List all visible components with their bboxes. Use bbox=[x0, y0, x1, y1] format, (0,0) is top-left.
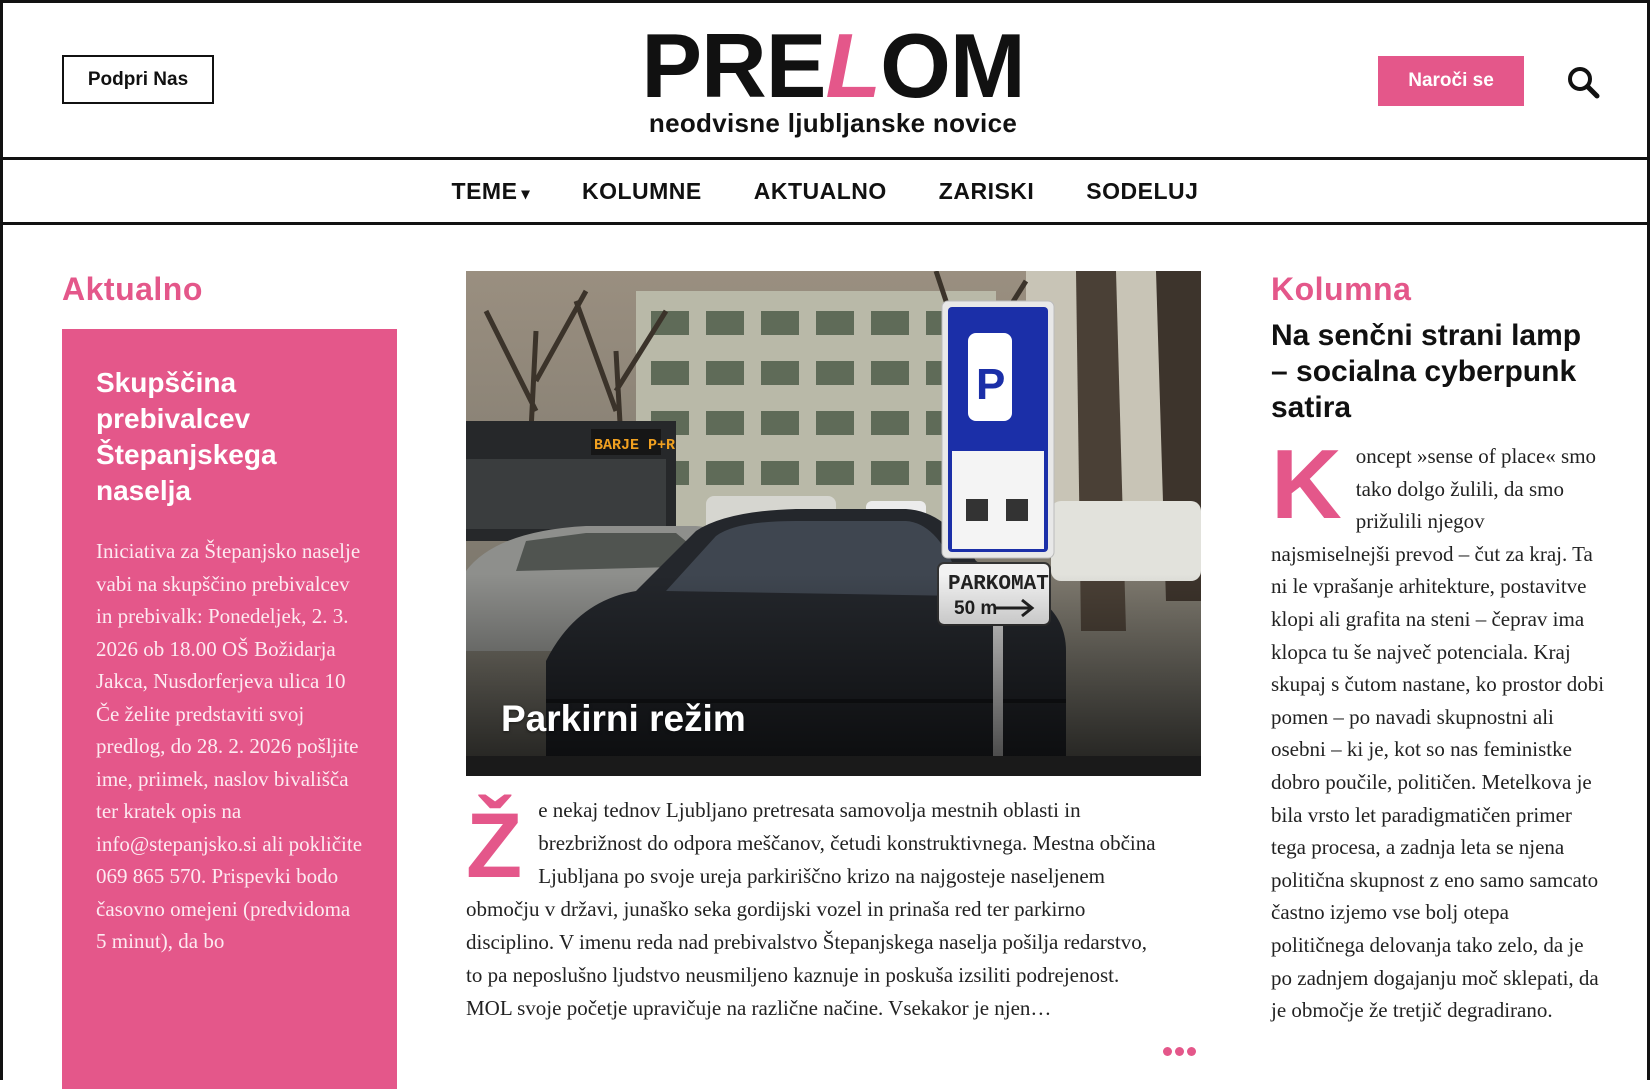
kolumna-article-title[interactable]: Na senčni strani lamp – socialna cyberpunk satira bbox=[1271, 319, 1582, 424]
read-more-dots-icon[interactable] bbox=[1163, 1043, 1199, 1053]
feature-article bbox=[466, 271, 1201, 1025]
site-header bbox=[3, 3, 1647, 157]
kolumna-excerpt-text: oncept »sense of place« smo tako dolgo žulili, da smo prižulili njegov najsmiselnejši prevod – čut za kraj. Ta ni le vprašanje arhitekture, postavitve klopi ali grafita na steni – čeprav ima klopca tu še največ potenciala. Kraj skupaj s čutom nastane, ko prostor dobi pomen – po navadi skupnostni ali osebni – ki je, kot so nas feministke dobro poučile, političen. Metelkova je bila vrsto let paradigmatičen primer tega procesa, a zadnja leta se njena politična skupnost z eno samo samcato častno izjemo vse bolj otepa političnega delovanja tako zelo, da je po zadnjem dogajanju moč sklepati, da je območje že tretjič degradirano. bbox=[1271, 444, 1605, 1023]
aktualno-column bbox=[62, 271, 397, 953]
feature-excerpt bbox=[466, 794, 1166, 1025]
feature-image-title[interactable]: Parkirni režim bbox=[501, 698, 746, 739]
kolumna-excerpt bbox=[1271, 429, 1606, 1027]
kolumna-dropcap: K bbox=[1271, 429, 1342, 539]
aktualno-card-text: Iniciativa za Štepanjsko naselje vabi na skupščino prebivalcev in prebivalk: Ponedeljek, 2. 3. 2026 ob 18.00 OŠ Božidarja Jakca, Nusdorferjeva ulica 10 Če želite predstaviti svoj predlog, do 28. 2. 2026 pošljite ime, priimek, naslov bivališča ter kratek opis na info@stepanjsko.si ali pokličite 069 865 570. Prispevki bodo časovno omejeni (predvidoma 5 minut), da bo bbox=[96, 539, 363, 953]
aktualno-card-title[interactable]: Skupščina prebivalcev Štepanjskega naselja bbox=[96, 367, 277, 506]
feature-excerpt-text: e nekaj tednov Ljubljano pretresata samovolja mestnih oblasti in brezbrižnost do odpora meščanov, četudi konstruktivnega. Mestna občina Ljubljana po svoje ureja parkiriščno krizo na najgosteje naseljenem območju v državi, junaško seka gordijski vozel in prinaša red ter parkirno disciplino. V imenu reda nad prebivalstvo Štepanjskega naselja pošilja redarstvo, to pa neposlušno ljudstvo neusmiljeno kaznuje in poskuša izsiliti podrejenost. MOL svoje početje upravičuje na različne načine. Vsekakor je njen… bbox=[466, 798, 1156, 1020]
kolumna-column bbox=[1271, 271, 1606, 1027]
subscribe-button[interactable]: Naroči se bbox=[1378, 56, 1524, 106]
nav-item-teme[interactable]: TEME ▾ bbox=[451, 177, 530, 204]
logo-tagline: neodvisne ljubljanske novice bbox=[648, 108, 1018, 138]
site-logo[interactable] bbox=[638, 16, 1028, 138]
logo-wordmark: PRELOM bbox=[641, 16, 1025, 117]
feature-image-link[interactable] bbox=[466, 271, 1201, 776]
support-button[interactable]: Podpri Nas bbox=[62, 55, 214, 104]
nav-item-kolumne[interactable]: KOLUMNE bbox=[581, 177, 702, 204]
aktualno-section-title[interactable]: Aktualno bbox=[62, 271, 203, 307]
nav-item-zariski[interactable]: ZARISKI bbox=[938, 177, 1035, 204]
chevron-down-icon: ▾ bbox=[521, 185, 530, 203]
nav-item-aktualno[interactable]: AKTUALNO bbox=[753, 177, 887, 204]
kolumna-section-title[interactable]: Kolumna bbox=[1271, 271, 1412, 307]
nav-item-sodeluj[interactable]: SODELUJ bbox=[1086, 177, 1199, 204]
feature-dropcap: Ž bbox=[466, 795, 523, 897]
search-icon[interactable] bbox=[1566, 65, 1600, 99]
main-navigation bbox=[3, 157, 1647, 225]
aktualno-card[interactable] bbox=[62, 329, 397, 1089]
